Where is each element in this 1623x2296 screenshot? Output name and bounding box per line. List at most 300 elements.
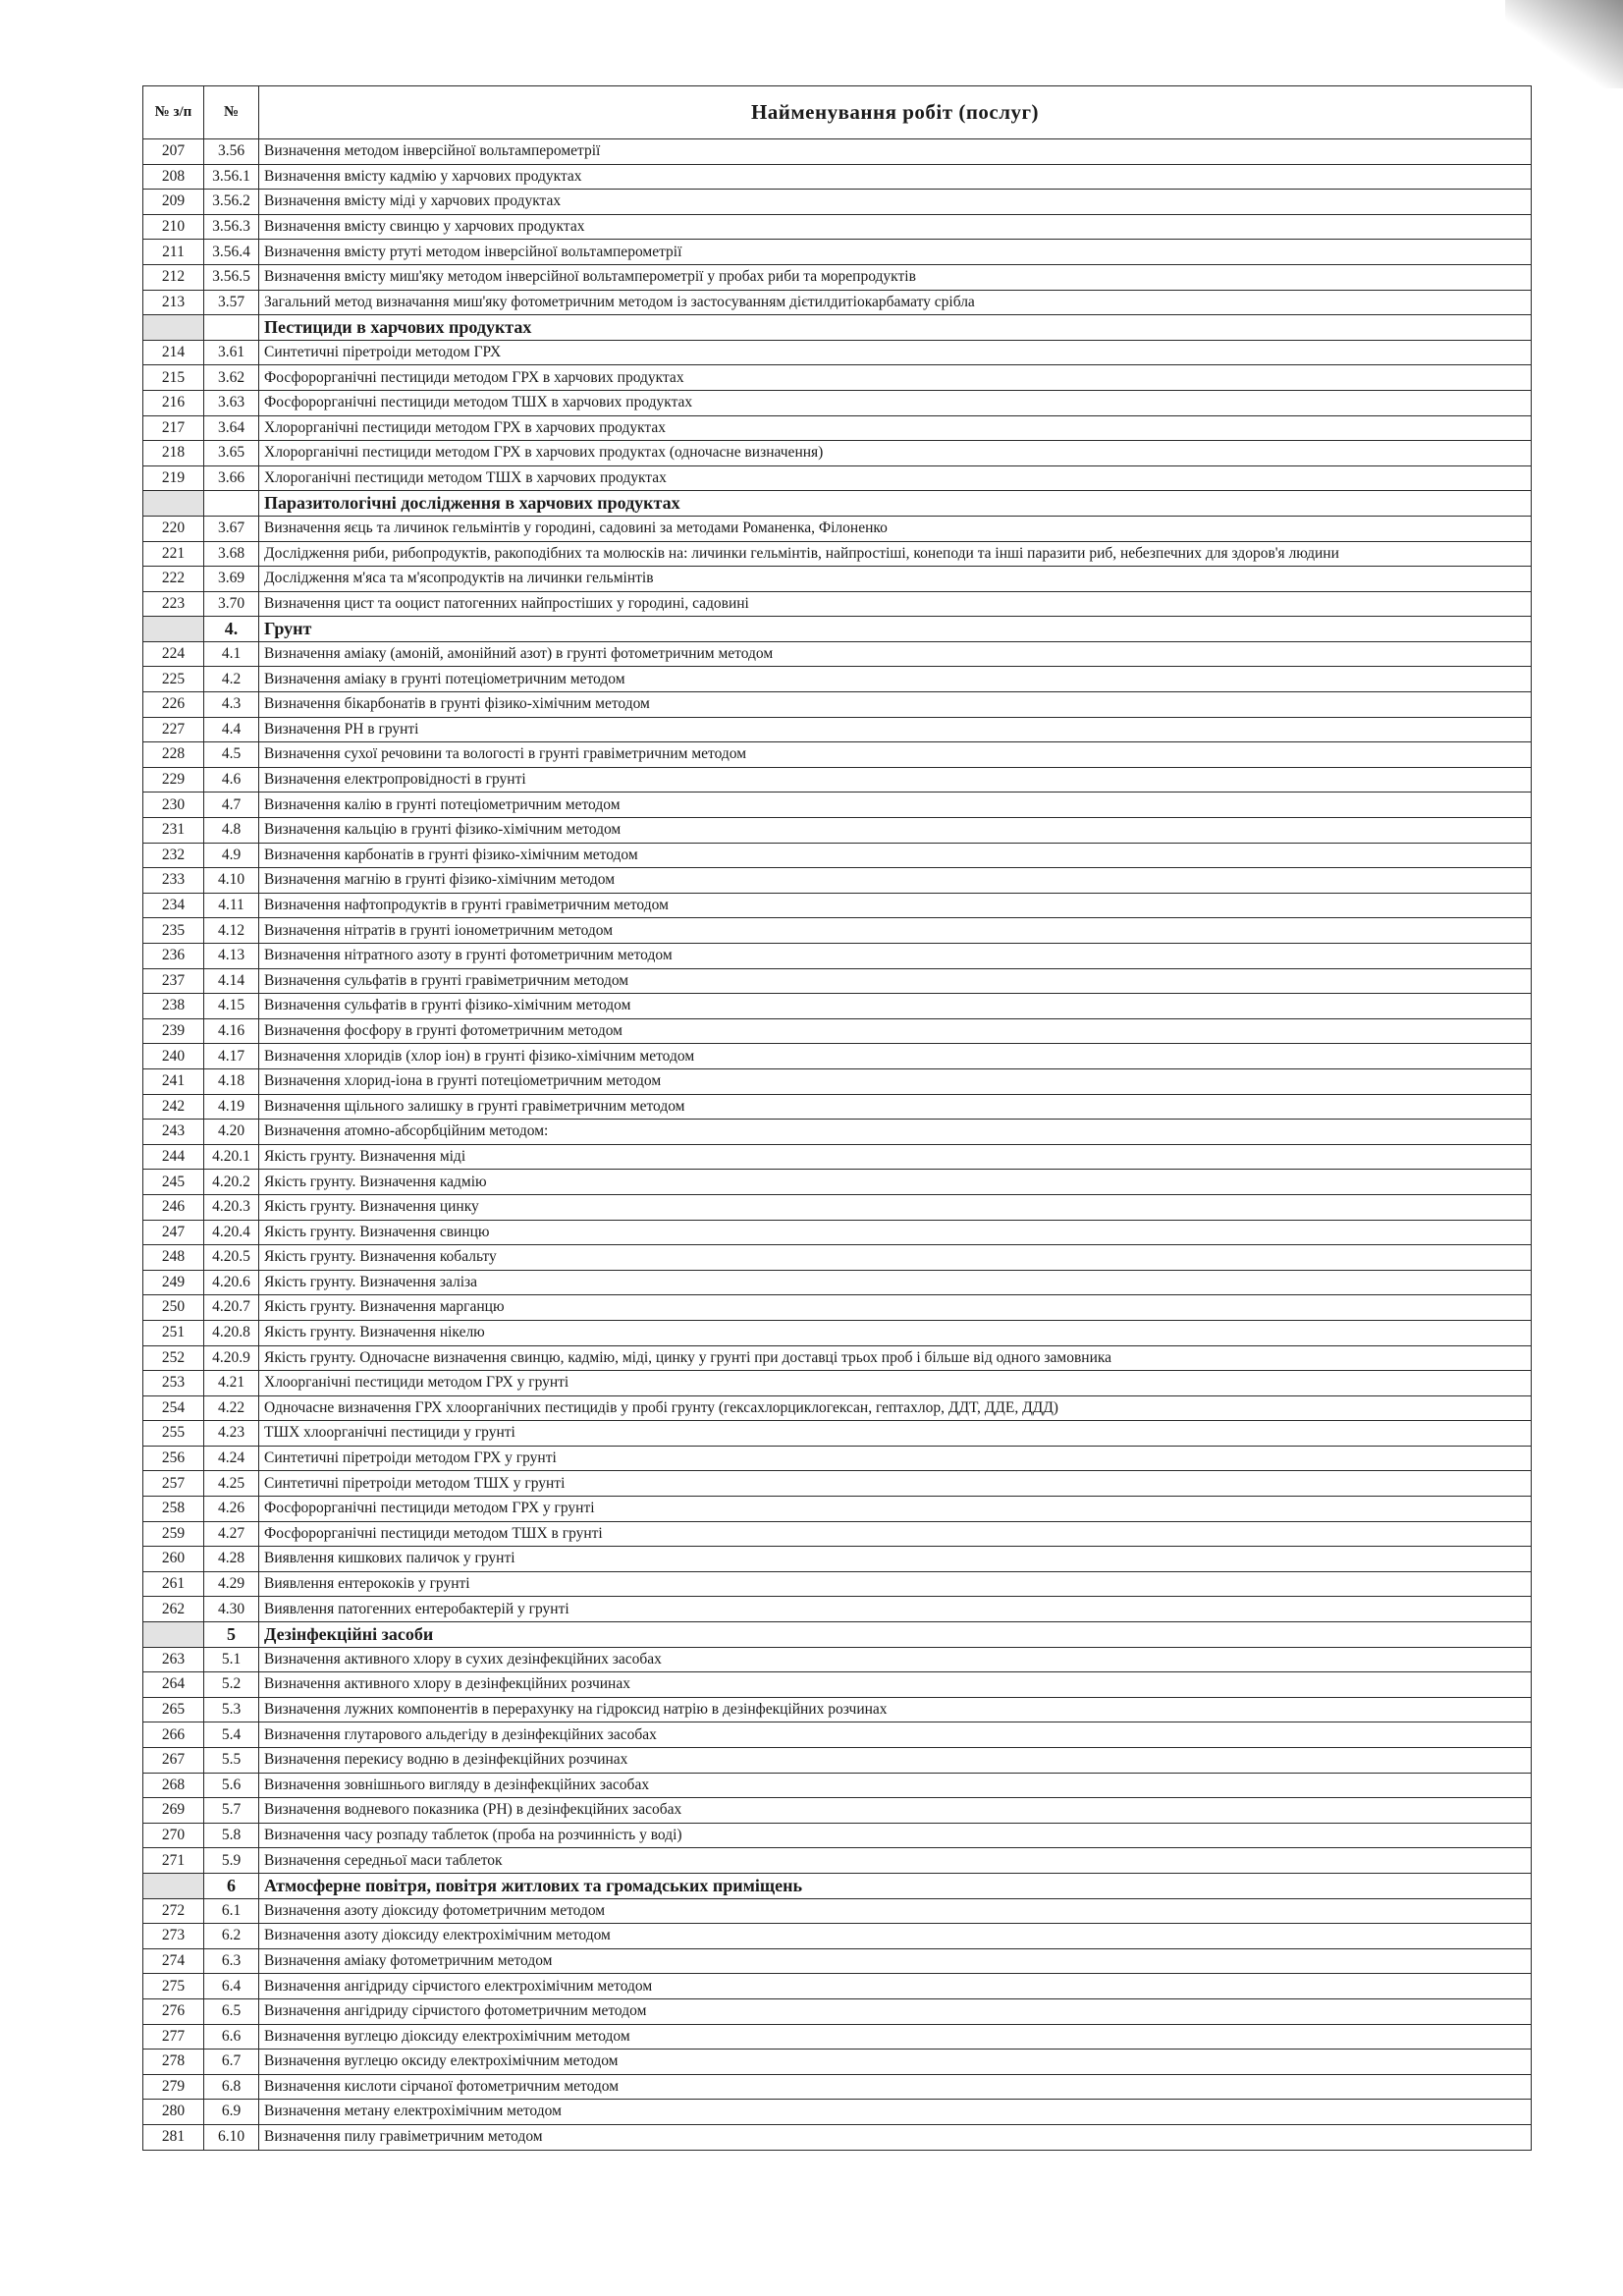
- row-code: 5: [204, 1622, 259, 1648]
- row-seq-number: 278: [143, 2050, 204, 2075]
- row-work-name: Визначення аміаку фотометричним методом: [259, 1948, 1532, 1974]
- row-seq-number: 261: [143, 1571, 204, 1597]
- table-row: [143, 994, 1532, 1019]
- row-seq-number: 210: [143, 214, 204, 240]
- row-seq-number: 232: [143, 843, 204, 868]
- row-work-name: Визначення РН в грунті: [259, 717, 1532, 742]
- row-seq-number: 258: [143, 1497, 204, 1522]
- row-work-name: Хлорорганічні пестициди методом ГРХ в харчових продуктах: [259, 415, 1532, 441]
- table-row: [143, 1571, 1532, 1597]
- row-work-name: Визначення часу розпаду таблеток (проба на розчинність у воді): [259, 1823, 1532, 1848]
- row-seq-number: [143, 1622, 204, 1648]
- row-code: 5.3: [204, 1697, 259, 1722]
- row-code: 3.68: [204, 541, 259, 567]
- row-work-name: Визначення методом інверсійної вольтамперометрії: [259, 139, 1532, 165]
- row-work-name: Визначення середньої маси таблеток: [259, 1848, 1532, 1874]
- row-code: 4.3: [204, 692, 259, 718]
- row-work-name: Фосфорорганічні пестициди методом ГРХ в харчових продуктах: [259, 365, 1532, 391]
- row-seq-number: 253: [143, 1371, 204, 1396]
- row-code: 6.9: [204, 2100, 259, 2125]
- table-row: [143, 1068, 1532, 1094]
- table-row: [143, 541, 1532, 567]
- row-seq-number: 252: [143, 1345, 204, 1371]
- row-work-name: Хлоорганічні пестициди методом ГРХ у грунті: [259, 1371, 1532, 1396]
- row-work-name: Виявлення ентерококів у грунті: [259, 1571, 1532, 1597]
- row-seq-number: 207: [143, 139, 204, 165]
- table-row: [143, 164, 1532, 190]
- table-row: [143, 1320, 1532, 1345]
- table-row: [143, 591, 1532, 617]
- table-row: [143, 390, 1532, 415]
- row-work-name: Визначення перекису водню в дезінфекційних розчинах: [259, 1748, 1532, 1774]
- row-code: 5.2: [204, 1672, 259, 1698]
- table-row: [143, 2124, 1532, 2150]
- row-seq-number: 248: [143, 1245, 204, 1271]
- table-row: [143, 1823, 1532, 1848]
- row-work-name: Визначення глутарового альдегіду в дезінфекційних засобах: [259, 1722, 1532, 1748]
- row-work-name: Визначення нітратного азоту в грунті фотометричним методом: [259, 944, 1532, 969]
- row-work-name: Визначення водневого показника (РН) в дезінфекційних засобах: [259, 1798, 1532, 1824]
- row-code: 4.17: [204, 1044, 259, 1069]
- row-seq-number: 269: [143, 1798, 204, 1824]
- row-work-name: Визначення аміаку в грунті потеціометричним методом: [259, 667, 1532, 692]
- row-work-name: Визначення карбонатів в грунті фізико-хімічним методом: [259, 843, 1532, 868]
- row-seq-number: 208: [143, 164, 204, 190]
- table-row: [143, 767, 1532, 793]
- row-code: 4.20.8: [204, 1320, 259, 1345]
- table-row: [143, 1220, 1532, 1245]
- row-work-name: Дезінфекційні засоби: [259, 1622, 1532, 1648]
- row-code: 6.8: [204, 2074, 259, 2100]
- table-row: [143, 1521, 1532, 1547]
- row-code: 4.8: [204, 818, 259, 844]
- row-code: 4.20.3: [204, 1194, 259, 1220]
- row-seq-number: 256: [143, 1446, 204, 1471]
- row-seq-number: 274: [143, 1948, 204, 1974]
- row-seq-number: 214: [143, 340, 204, 365]
- row-seq-number: 237: [143, 968, 204, 994]
- row-seq-number: 275: [143, 1974, 204, 1999]
- row-seq-number: 257: [143, 1471, 204, 1497]
- table-header-row: [143, 86, 1532, 139]
- row-work-name: Визначення зовнішнього вигляду в дезінфекційних засобах: [259, 1773, 1532, 1798]
- row-seq-number: 225: [143, 667, 204, 692]
- row-code: 4.27: [204, 1521, 259, 1547]
- row-work-name: Визначення вмісту миш'яку методом інверсійної вольтамперометрії у пробах риби та морепродуктів: [259, 264, 1532, 290]
- row-work-name: Визначення азоту діоксиду електрохімічним методом: [259, 1924, 1532, 1949]
- row-code: 6.7: [204, 2050, 259, 2075]
- row-seq-number: 231: [143, 818, 204, 844]
- table-row: [143, 818, 1532, 844]
- row-code: 4.13: [204, 944, 259, 969]
- row-work-name: Визначення яєць та личинок гельмінтів у городині, садовині за методами Романенка, Філоненко: [259, 516, 1532, 541]
- table-row: [143, 893, 1532, 918]
- row-work-name: Хлорорганічні пестициди методом ГРХ в харчових продуктах (одночасне визначення): [259, 441, 1532, 466]
- table-row: [143, 1371, 1532, 1396]
- row-seq-number: 255: [143, 1421, 204, 1447]
- row-seq-number: 239: [143, 1018, 204, 1044]
- section-row: [143, 315, 1532, 341]
- row-code: 4.29: [204, 1571, 259, 1597]
- row-work-name: Визначення нафтопродуктів в грунті гравіметричним методом: [259, 893, 1532, 918]
- table-row: [143, 2100, 1532, 2125]
- row-seq-number: 216: [143, 390, 204, 415]
- table-body: [143, 139, 1532, 2151]
- row-seq-number: 251: [143, 1320, 204, 1345]
- row-work-name: Визначення хлорид-іона в грунті потеціометричним методом: [259, 1068, 1532, 1094]
- table-row: [143, 742, 1532, 768]
- row-code: 3.66: [204, 465, 259, 491]
- row-seq-number: 247: [143, 1220, 204, 1245]
- table-row: [143, 365, 1532, 391]
- row-code: 4.14: [204, 968, 259, 994]
- row-seq-number: [143, 1873, 204, 1898]
- row-seq-number: 212: [143, 264, 204, 290]
- row-code: [204, 315, 259, 341]
- row-code: 4.24: [204, 1446, 259, 1471]
- row-work-name: Фосфорорганічні пестициди методом ТШХ в харчових продуктах: [259, 390, 1532, 415]
- row-work-name: Хлороганічні пестициди методом ТШХ в харчових продуктах: [259, 465, 1532, 491]
- row-seq-number: 262: [143, 1597, 204, 1622]
- row-code: 4.15: [204, 994, 259, 1019]
- row-code: 3.56: [204, 139, 259, 165]
- table-row: [143, 214, 1532, 240]
- row-seq-number: 230: [143, 793, 204, 818]
- works-table: [142, 85, 1532, 2151]
- row-seq-number: 273: [143, 1924, 204, 1949]
- header-work-name: Найменування робіт (послуг): [259, 86, 1532, 139]
- row-work-name: Визначення сухої речовини та вологості в грунті гравіметричним методом: [259, 742, 1532, 768]
- row-work-name: Визначення вмісту ртуті методом інверсійної вольтамперометрії: [259, 240, 1532, 265]
- table-row: [143, 516, 1532, 541]
- table-row: [143, 1245, 1532, 1271]
- row-code: 5.8: [204, 1823, 259, 1848]
- row-work-name: Визначення нітратів в грунті іонометричним методом: [259, 918, 1532, 944]
- row-work-name: Одночасне визначення ГРХ хлоорганічних пестицидів у пробі грунту (гексахлорциклогексан, гептахлор, ДДТ, ДДЕ, ДДД): [259, 1395, 1532, 1421]
- row-seq-number: [143, 617, 204, 642]
- row-seq-number: 229: [143, 767, 204, 793]
- row-seq-number: 209: [143, 190, 204, 215]
- table-row: [143, 1044, 1532, 1069]
- row-code: 4.: [204, 617, 259, 642]
- row-code: 6.5: [204, 1998, 259, 2024]
- row-code: 3.56.3: [204, 214, 259, 240]
- row-work-name: Визначення азоту діоксиду фотометричним методом: [259, 1898, 1532, 1924]
- row-work-name: Загальний метод визначання миш'яку фотометричним методом із застосуванням дієтилдитіокарбамату срібла: [259, 290, 1532, 315]
- row-seq-number: 227: [143, 717, 204, 742]
- table-row: [143, 1421, 1532, 1447]
- row-code: 3.65: [204, 441, 259, 466]
- row-seq-number: 271: [143, 1848, 204, 1874]
- table-row: [143, 868, 1532, 894]
- row-code: 4.20.2: [204, 1170, 259, 1195]
- row-code: 5.4: [204, 1722, 259, 1748]
- row-seq-number: 265: [143, 1697, 204, 1722]
- section-row: [143, 491, 1532, 517]
- row-work-name: Визначення сульфатів в грунті гравіметричним методом: [259, 968, 1532, 994]
- row-seq-number: 264: [143, 1672, 204, 1698]
- row-code: 5.5: [204, 1748, 259, 1774]
- table-row: [143, 2050, 1532, 2075]
- table-row: [143, 1497, 1532, 1522]
- row-seq-number: 276: [143, 1998, 204, 2024]
- row-code: 4.21: [204, 1371, 259, 1396]
- row-work-name: Визначення магнію в грунті фізико-хімічним методом: [259, 868, 1532, 894]
- row-code: 4.26: [204, 1497, 259, 1522]
- row-work-name: Атмосферне повітря, повітря житлових та громадських приміщень: [259, 1873, 1532, 1898]
- row-seq-number: 234: [143, 893, 204, 918]
- row-code: 4.20.6: [204, 1270, 259, 1295]
- row-work-name: Визначення цист та ооцист патогенних найпростіших у городині, садовині: [259, 591, 1532, 617]
- row-seq-number: 233: [143, 868, 204, 894]
- row-seq-number: 281: [143, 2124, 204, 2150]
- row-code: 5.9: [204, 1848, 259, 1874]
- row-seq-number: 246: [143, 1194, 204, 1220]
- row-seq-number: 223: [143, 591, 204, 617]
- row-code: 3.56.1: [204, 164, 259, 190]
- table-row: [143, 290, 1532, 315]
- row-work-name: Визначення бікарбонатів в грунті фізико-хімічним методом: [259, 692, 1532, 718]
- row-seq-number: 217: [143, 415, 204, 441]
- row-code: 4.28: [204, 1547, 259, 1572]
- row-work-name: Дослідження м'яса та м'ясопродуктів на личинки гельмінтів: [259, 567, 1532, 592]
- row-work-name: Визначення кислоти сірчаної фотометричним методом: [259, 2074, 1532, 2100]
- row-seq-number: 220: [143, 516, 204, 541]
- table-row: [143, 843, 1532, 868]
- row-code: 4.20.4: [204, 1220, 259, 1245]
- row-code: 3.70: [204, 591, 259, 617]
- row-code: 6: [204, 1873, 259, 1898]
- row-code: 3.69: [204, 567, 259, 592]
- row-seq-number: [143, 315, 204, 341]
- row-work-name: Грунт: [259, 617, 1532, 642]
- row-work-name: Визначення метану електрохімічним методом: [259, 2100, 1532, 2125]
- row-seq-number: 267: [143, 1748, 204, 1774]
- row-work-name: Визначення вмісту міді у харчових продуктах: [259, 190, 1532, 215]
- table-row: [143, 1748, 1532, 1774]
- table-row: [143, 415, 1532, 441]
- row-code: 4.30: [204, 1597, 259, 1622]
- row-code: 4.5: [204, 742, 259, 768]
- row-seq-number: 279: [143, 2074, 204, 2100]
- table-row: [143, 190, 1532, 215]
- row-code: 4.10: [204, 868, 259, 894]
- table-row: [143, 1395, 1532, 1421]
- row-seq-number: 260: [143, 1547, 204, 1572]
- row-work-name: Фосфорорганічні пестициди методом ГРХ у грунті: [259, 1497, 1532, 1522]
- row-work-name: Визначення сульфатів в грунті фізико-хімічним методом: [259, 994, 1532, 1019]
- table-row: [143, 1446, 1532, 1471]
- row-seq-number: 244: [143, 1144, 204, 1170]
- section-row: [143, 1873, 1532, 1898]
- table-row: [143, 1120, 1532, 1145]
- table-row: [143, 1295, 1532, 1321]
- row-work-name: Визначення ангідриду сірчистого електрохімічним методом: [259, 1974, 1532, 1999]
- header-code: №: [204, 86, 259, 139]
- table-row: [143, 567, 1532, 592]
- row-seq-number: 268: [143, 1773, 204, 1798]
- row-work-name: Визначення активного хлору в дезінфекційних розчинах: [259, 1672, 1532, 1698]
- row-work-name: Визначення лужних компонентів в перерахунку на гідроксид натрію в дезінфекційних розчинах: [259, 1697, 1532, 1722]
- row-work-name: Визначення атомно-абсорбційним методом:: [259, 1120, 1532, 1145]
- row-code: 3.56.2: [204, 190, 259, 215]
- scan-shadow: [1505, 0, 1623, 88]
- table-row: [143, 1094, 1532, 1120]
- table-row: [143, 793, 1532, 818]
- table-row: [143, 1597, 1532, 1622]
- row-work-name: Визначення електропровідності в грунті: [259, 767, 1532, 793]
- row-code: 4.20.1: [204, 1144, 259, 1170]
- row-seq-number: 211: [143, 240, 204, 265]
- row-work-name: Виявлення патогенних ентеробактерій у грунті: [259, 1597, 1532, 1622]
- row-seq-number: 280: [143, 2100, 204, 2125]
- table-row: [143, 264, 1532, 290]
- row-seq-number: 277: [143, 2024, 204, 2050]
- row-work-name: Визначення аміаку (амоній, амонійний азот) в грунті фотометричним методом: [259, 641, 1532, 667]
- section-row: [143, 617, 1532, 642]
- row-work-name: Паразитологічні дослідження в харчових продуктах: [259, 491, 1532, 517]
- row-seq-number: 218: [143, 441, 204, 466]
- table-row: [143, 1270, 1532, 1295]
- row-work-name: Синтетичні піретроіди методом ГРХ у грунті: [259, 1446, 1532, 1471]
- row-seq-number: 249: [143, 1270, 204, 1295]
- table-row: [143, 1974, 1532, 1999]
- row-code: 4.22: [204, 1395, 259, 1421]
- row-seq-number: 219: [143, 465, 204, 491]
- row-work-name: Якість грунту. Визначення міді: [259, 1144, 1532, 1170]
- row-seq-number: 226: [143, 692, 204, 718]
- table-row: [143, 1948, 1532, 1974]
- row-work-name: Якість грунту. Визначення кобальту: [259, 1245, 1532, 1271]
- row-code: 4.11: [204, 893, 259, 918]
- row-seq-number: 270: [143, 1823, 204, 1848]
- table-row: [143, 1144, 1532, 1170]
- row-seq-number: 259: [143, 1521, 204, 1547]
- row-work-name: Визначення ангідриду сірчистого фотометричним методом: [259, 1998, 1532, 2024]
- row-work-name: Визначення вмісту свинцю у харчових продуктах: [259, 214, 1532, 240]
- row-work-name: Визначення хлоридів (хлор іон) в грунті фізико-хімічним методом: [259, 1044, 1532, 1069]
- row-code: 3.63: [204, 390, 259, 415]
- row-code: 3.56.4: [204, 240, 259, 265]
- row-code: 4.19: [204, 1094, 259, 1120]
- row-code: 3.56.5: [204, 264, 259, 290]
- row-work-name: Якість грунту. Визначення свинцю: [259, 1220, 1532, 1245]
- row-seq-number: 221: [143, 541, 204, 567]
- row-seq-number: [143, 491, 204, 517]
- table-row: [143, 717, 1532, 742]
- row-work-name: Визначення щільного залишку в грунті гравіметричним методом: [259, 1094, 1532, 1120]
- row-code: 3.57: [204, 290, 259, 315]
- table-row: [143, 968, 1532, 994]
- table-row: [143, 1798, 1532, 1824]
- row-code: 6.10: [204, 2124, 259, 2150]
- row-work-name: Дослідження риби, рибопродуктів, ракоподібних та молюсків на: личинки гельмінтів, найпростіші, конеподи та інші паразити риб, небезпечних для здоров'я людини: [259, 541, 1532, 567]
- row-work-name: Пестициди в харчових продуктах: [259, 315, 1532, 341]
- row-code: 4.18: [204, 1068, 259, 1094]
- row-work-name: Якість грунту. Визначення цинку: [259, 1194, 1532, 1220]
- row-code: 4.1: [204, 641, 259, 667]
- row-seq-number: 228: [143, 742, 204, 768]
- row-work-name: Якість грунту. Визначення заліза: [259, 1270, 1532, 1295]
- table-row: [143, 240, 1532, 265]
- row-seq-number: 245: [143, 1170, 204, 1195]
- row-seq-number: 241: [143, 1068, 204, 1094]
- row-code: 3.61: [204, 340, 259, 365]
- table-row: [143, 441, 1532, 466]
- row-code: 4.4: [204, 717, 259, 742]
- row-work-name: Визначення вуглецю діоксиду електрохімічним методом: [259, 2024, 1532, 2050]
- row-work-name: Визначення вмісту кадмію у харчових продуктах: [259, 164, 1532, 190]
- table-row: [143, 340, 1532, 365]
- section-row: [143, 1622, 1532, 1648]
- table-row: [143, 1018, 1532, 1044]
- row-code: 4.16: [204, 1018, 259, 1044]
- row-code: 3.64: [204, 415, 259, 441]
- row-code: 4.20.5: [204, 1245, 259, 1271]
- row-code: [204, 491, 259, 517]
- table-row: [143, 1547, 1532, 1572]
- row-code: 4.25: [204, 1471, 259, 1497]
- table-row: [143, 641, 1532, 667]
- row-code: 4.23: [204, 1421, 259, 1447]
- row-seq-number: 242: [143, 1094, 204, 1120]
- table-row: [143, 2074, 1532, 2100]
- table-row: [143, 1722, 1532, 1748]
- row-seq-number: 250: [143, 1295, 204, 1321]
- table-row: [143, 1471, 1532, 1497]
- row-code: 3.62: [204, 365, 259, 391]
- row-work-name: Синтетичні піретроіди методом ТШХ у грунті: [259, 1471, 1532, 1497]
- row-work-name: Якість грунту. Одночасне визначення свинцю, кадмію, міді, цинку у грунті при доставці трьох проб і більше від одного замовника: [259, 1345, 1532, 1371]
- row-code: 6.1: [204, 1898, 259, 1924]
- table-row: [143, 1345, 1532, 1371]
- row-code: 4.2: [204, 667, 259, 692]
- row-seq-number: 236: [143, 944, 204, 969]
- table-row: [143, 1647, 1532, 1672]
- row-work-name: Визначення вуглецю оксиду електрохімічним методом: [259, 2050, 1532, 2075]
- row-code: 5.7: [204, 1798, 259, 1824]
- row-code: 4.6: [204, 767, 259, 793]
- row-seq-number: 272: [143, 1898, 204, 1924]
- table-row: [143, 1924, 1532, 1949]
- table-row: [143, 1998, 1532, 2024]
- row-seq-number: 213: [143, 290, 204, 315]
- row-code: 4.20.9: [204, 1345, 259, 1371]
- table-row: [143, 667, 1532, 692]
- row-work-name: Якість грунту. Визначення нікелю: [259, 1320, 1532, 1345]
- row-seq-number: 240: [143, 1044, 204, 1069]
- table-row: [143, 1697, 1532, 1722]
- row-seq-number: 222: [143, 567, 204, 592]
- header-seq-number: № з/п: [143, 86, 204, 139]
- table-row: [143, 1672, 1532, 1698]
- row-work-name: Синтетичні піретроіди методом ГРХ: [259, 340, 1532, 365]
- row-work-name: Визначення активного хлору в сухих дезінфекційних засобах: [259, 1647, 1532, 1672]
- row-seq-number: 263: [143, 1647, 204, 1672]
- row-code: 6.4: [204, 1974, 259, 1999]
- table-row: [143, 1170, 1532, 1195]
- row-code: 5.1: [204, 1647, 259, 1672]
- table-row: [143, 1194, 1532, 1220]
- table-row: [143, 465, 1532, 491]
- row-seq-number: 224: [143, 641, 204, 667]
- row-seq-number: 238: [143, 994, 204, 1019]
- table-row: [143, 918, 1532, 944]
- row-work-name: Якість грунту. Визначення марганцю: [259, 1295, 1532, 1321]
- row-code: 3.67: [204, 516, 259, 541]
- row-code: 4.20.7: [204, 1295, 259, 1321]
- row-work-name: Фосфорорганічні пестициди методом ТШХ в грунті: [259, 1521, 1532, 1547]
